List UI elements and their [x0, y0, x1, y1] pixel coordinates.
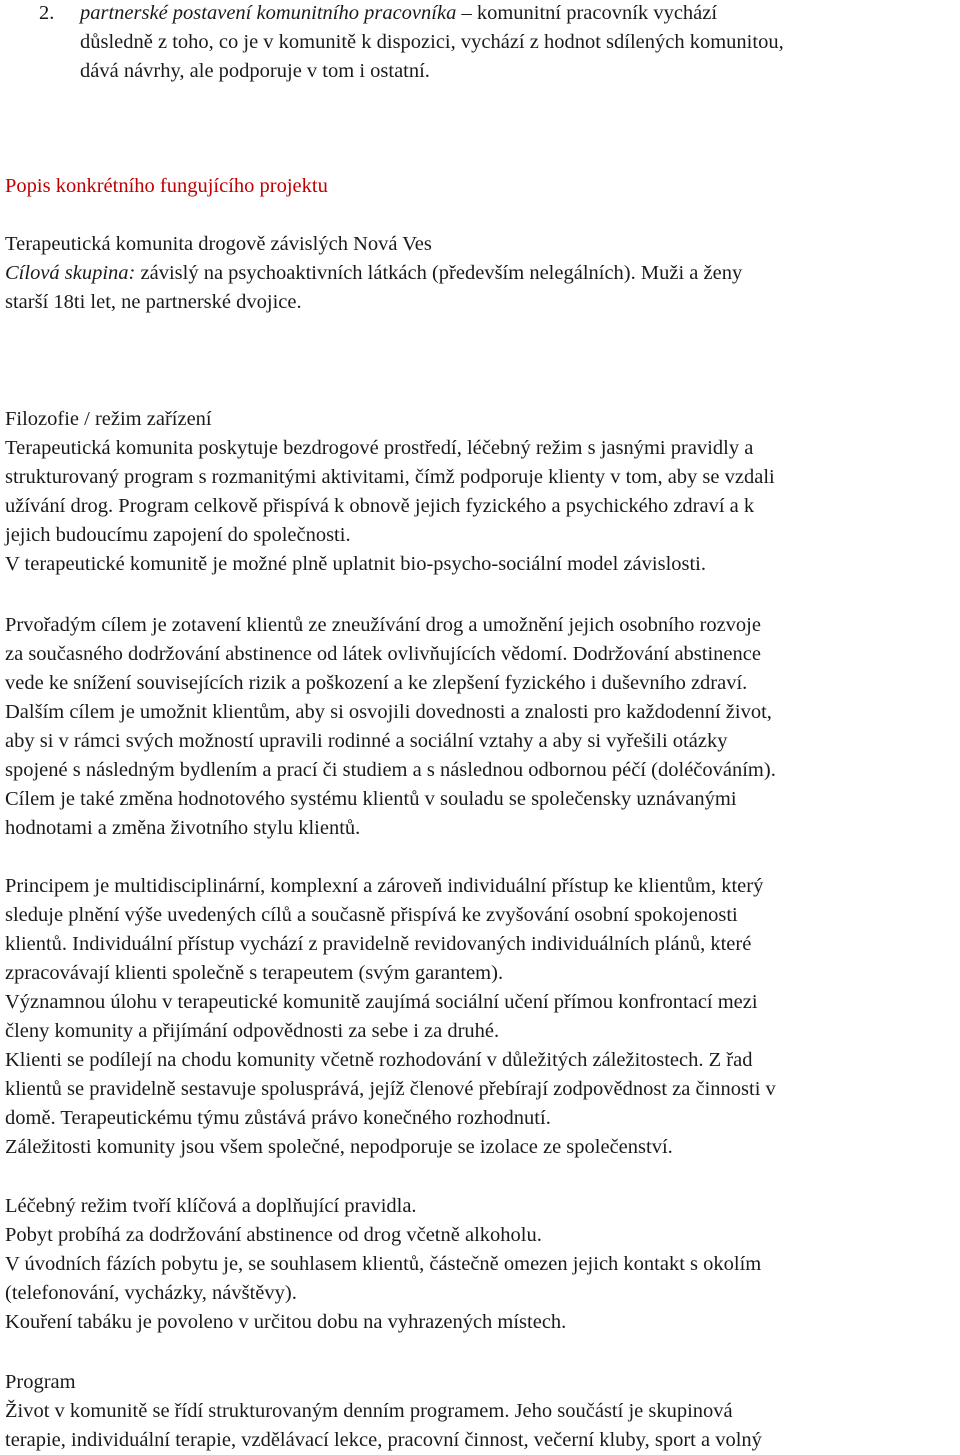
list-item-line2: důsledně z toho, co je v komunitě k dispozici, vychází z hodnot sdílených komunitou,: [80, 31, 784, 53]
regime-line: Kouření tabáku je povoleno v určitou dobu na vyhrazených místech.: [5, 1311, 567, 1333]
principles-line: členy komunity a přijímání odpovědnosti za sebe i za druhé.: [5, 1020, 500, 1042]
target-group-line2: starší 18ti let, ne partnerské dvojice.: [5, 291, 302, 313]
goals-line: hodnotami a změna životního stylu klientů.: [5, 817, 361, 839]
goals-line: aby si v rámci svých možností upravili rodinné a sociální vztahy a aby si vyřešili otázky: [5, 730, 728, 752]
principles-section: [5, 872, 957, 1162]
program-line: Život v komunitě se řídí strukturovaným denním programem. Jeho součástí je skupinová: [5, 1400, 733, 1422]
philosophy-line: jejich budoucímu zapojení do společnosti.: [5, 524, 351, 546]
principles-line: sleduje plnění výše uvedených cílů a současně přispívá ke zvyšování osobní spokojenosti: [5, 904, 738, 926]
regime-line: Pobyt probíhá za dodržování abstinence od drog včetně alkoholu.: [5, 1224, 542, 1246]
goals-line: spojené s následným bydlením a prací či studiem a s následnou odbornou péčí (doléčováním).: [5, 759, 776, 781]
philosophy-line: strukturovaný program s rozmanitými aktivitami, čímž podporuje klienty v tom, aby se vzdali: [5, 466, 775, 488]
principles-line: domě. Terapeutickému týmu zůstává právo konečného rozhodnutí.: [5, 1107, 551, 1129]
philosophy-section: [5, 405, 957, 579]
goals-line: Prvořadým cílem je zotavení klientů ze zneužívání drog a umožnění jejich osobního rozvoje: [5, 614, 761, 636]
goals-line: vede ke snížení souvisejících rizik a poškození a ke zlepšení fyzického i duševního zdraví.: [5, 672, 748, 694]
program-heading: Program: [5, 1371, 76, 1393]
goals-line: za současného dodržování abstinence od látek ovlivňujících vědomí. Dodržování abstinence: [5, 643, 761, 665]
list-item-2: [5, 0, 955, 86]
principles-line: klientů. Individuální přístup vychází z pravidelně revidovaných individuálních plánů, které: [5, 933, 752, 955]
project-description: [5, 230, 957, 317]
regime-section: [5, 1192, 957, 1337]
goals-line: Cílem je také změna hodnotového systému klientů v souladu se společensky uznávanými: [5, 788, 737, 810]
principles-line: Významnou úlohu v terapeutické komunitě zaujímá sociální učení přímou konfrontací mezi: [5, 991, 758, 1013]
principles-line: zpracovávají klienti společně s terapeutem (svým garantem).: [5, 962, 504, 984]
section-heading: Popis konkrétního fungujícího projektu: [5, 175, 328, 197]
philosophy-line: Terapeutická komunita poskytuje bezdrogové prostředí, léčebný režim s jasnými pravidly a: [5, 437, 754, 459]
list-number: 2.: [39, 2, 55, 24]
goals-section: [5, 611, 957, 843]
list-item-term: partnerské postavení komunitního pracovníka: [80, 2, 457, 24]
principles-line: Principem je multidisciplinární, komplexní a zároveň individuální přístup ke klientům, který: [5, 875, 764, 897]
principles-line: Klienti se podílejí na chodu komunity včetně rozhodování v důležitých záležitostech. Z řad: [5, 1049, 753, 1071]
list-item-line1: – komunitní pracovník vychází: [456, 2, 718, 24]
regime-line: (telefonování, vycházky, návštěvy).: [5, 1282, 297, 1304]
principles-line: Záležitosti komunity jsou všem společné, nepodporuje se izolace ze společenství.: [5, 1136, 673, 1158]
philosophy-line: V terapeutické komunitě je možné plně uplatnit bio-psycho-sociální model závislosti.: [5, 553, 707, 575]
target-group-line1: závislý na psychoaktivních látkách (především nelegálních). Muži a ženy: [135, 262, 743, 284]
philosophy-line: užívání drog. Program celkově přispívá k obnově jejich fyzického a psychického zdraví a k: [5, 495, 755, 517]
regime-line: Léčebný režim tvoří klíčová a doplňující pravidla.: [5, 1195, 417, 1217]
project-name: Terapeutická komunita drogově závislých Nová Ves: [5, 233, 432, 255]
philosophy-heading: Filozofie / režim zařízení: [5, 408, 212, 430]
goals-line: Dalším cílem je umožnit klientům, aby si osvojili dovednosti a znalosti pro každodenní život,: [5, 701, 772, 723]
list-item-line3: dává návrhy, ale podporuje v tom i ostatní.: [80, 60, 430, 82]
regime-line: V úvodních fázích pobytu je, se souhlasem klientů, částečně omezen jejich kontakt s okolím: [5, 1253, 762, 1275]
program-section: [5, 1368, 957, 1455]
program-line: terapie, individuální terapie, vzdělávací lekce, pracovní činnost, večerní kluby, sport a volný: [5, 1429, 762, 1451]
target-group-label: Cílová skupina:: [5, 262, 136, 284]
principles-line: klientů se pravidelně sestavuje spolusprává, jejíž členové přebírají zodpovědnost za činnosti v: [5, 1078, 776, 1100]
